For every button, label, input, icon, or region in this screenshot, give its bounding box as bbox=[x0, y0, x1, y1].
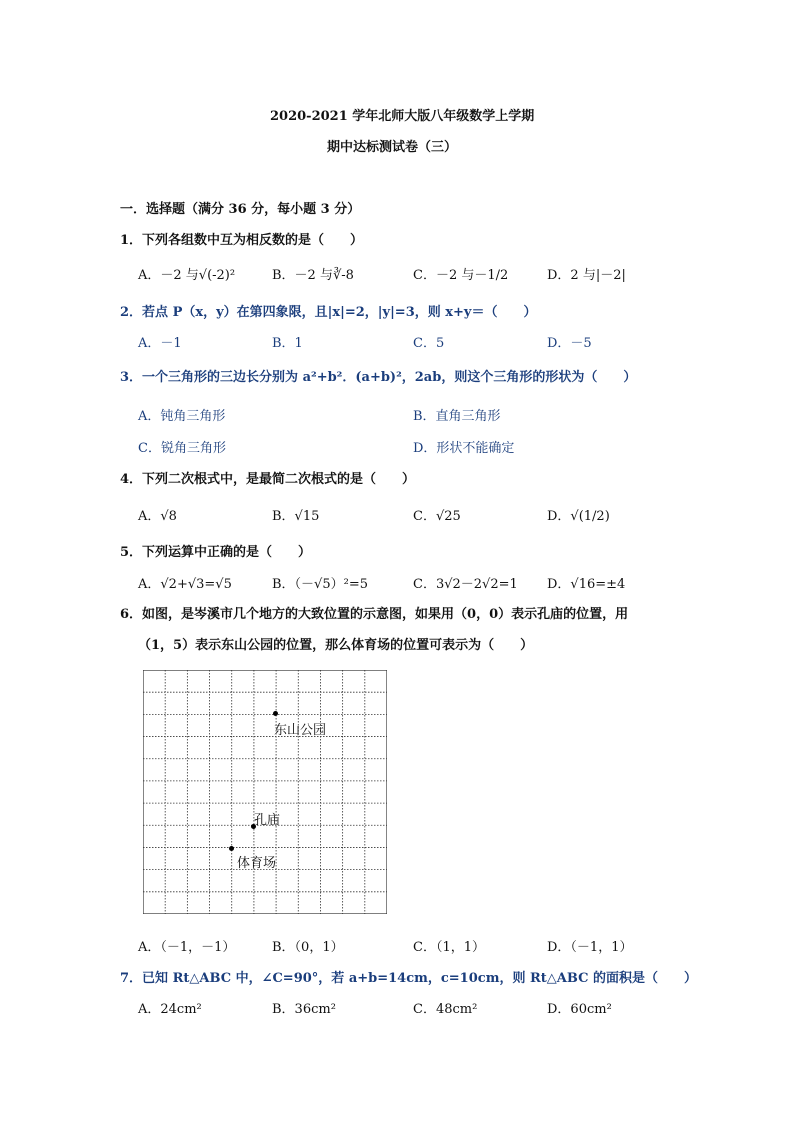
q1-option-c: C．－2 与－1/2 bbox=[413, 268, 509, 283]
q4-option-c: C．√25 bbox=[413, 509, 461, 524]
question-7-stem: 7．已知 Rt△ABC 中，∠C=90°，若 a+b=14cm，c=10cm，则 Rt△ABC 的面积是（ ） bbox=[120, 971, 697, 986]
question-3-stem: 3．一个三角形的三边长分别为 a²+b²．(a+b)²，2ab，则这个三角形的形状为（ ） bbox=[120, 370, 637, 385]
q3-option-b: B．直角三角形 bbox=[413, 409, 501, 424]
grid-lines bbox=[143, 670, 387, 914]
q6-option-a: A．（－1，－1） bbox=[138, 940, 236, 955]
q7-option-a: A．24cm² bbox=[138, 1002, 202, 1017]
q7-option-c: C．48cm² bbox=[413, 1002, 478, 1017]
q1-option-b: B．－2 与∛-8 bbox=[272, 268, 354, 283]
question-2-stem: 2．若点 P（x，y）在第四象限，且|x|=2，|y|=3，则 x+y＝（ ） bbox=[120, 305, 537, 320]
q7-option-b: B．36cm² bbox=[272, 1002, 336, 1017]
temple-label: 孔庙 bbox=[254, 813, 281, 828]
q5-option-a: A．√2+√3=√5 bbox=[138, 577, 232, 592]
q3-option-a: A．钝角三角形 bbox=[138, 409, 226, 424]
q4-option-b: B．√15 bbox=[272, 509, 320, 524]
question-5-stem: 5．下列运算中正确的是（ ） bbox=[120, 545, 312, 560]
location-map-grid bbox=[143, 670, 387, 914]
stadium-point bbox=[229, 846, 234, 851]
q5-option-c: C．3√2－2√2=1 bbox=[413, 577, 518, 592]
document-subtitle: 期中达标测试卷（三） bbox=[327, 140, 458, 155]
q3-option-c: C．锐角三角形 bbox=[138, 441, 226, 456]
question-6-stem-line1: 6．如图，是岑溪市几个地方的大致位置的示意图，如果用（0，0）表示孔庙的位置，用 bbox=[120, 607, 629, 622]
park-label: 东山公园 bbox=[274, 723, 327, 738]
question-1-stem: 1．下列各组数中互为相反数的是（ ） bbox=[120, 233, 364, 248]
document-title: 2020-2021 学年北师大版八年级数学上学期 bbox=[270, 109, 535, 124]
q4-option-d: D．√(1/2) bbox=[547, 509, 610, 524]
stadium-label: 体育场 bbox=[237, 856, 277, 871]
q2-option-c: C．5 bbox=[413, 336, 445, 351]
question-6-stem-line2: （1，5）表示东山公园的位置，那么体育场的位置可表示为（ ） bbox=[138, 638, 534, 653]
q2-option-b: B．1 bbox=[272, 336, 303, 351]
q2-option-d: D．－5 bbox=[547, 336, 592, 351]
q7-option-d: D．60cm² bbox=[547, 1002, 612, 1017]
q5-option-b: B．（－√5）²=5 bbox=[272, 577, 368, 592]
question-4-stem: 4．下列二次根式中，是最简二次根式的是（ ） bbox=[120, 472, 416, 487]
section-heading: 一．选择题（满分 36 分，每小题 3 分） bbox=[120, 202, 361, 217]
q3-option-d: D．形状不能确定 bbox=[413, 441, 515, 456]
q6-option-c: C．（1，1） bbox=[413, 940, 485, 955]
park-point bbox=[273, 711, 278, 716]
q4-option-a: A．√8 bbox=[138, 509, 177, 524]
q6-option-d: D．（－1，1） bbox=[547, 940, 633, 955]
q1-option-d: D．2 与|－2| bbox=[547, 268, 626, 283]
q1-option-a: A．－2 与√(-2)² bbox=[138, 268, 236, 283]
q5-option-d: D．√16=±4 bbox=[547, 577, 626, 592]
q6-option-b: B．（0，1） bbox=[272, 940, 344, 955]
q2-option-a: A．－1 bbox=[138, 336, 182, 351]
